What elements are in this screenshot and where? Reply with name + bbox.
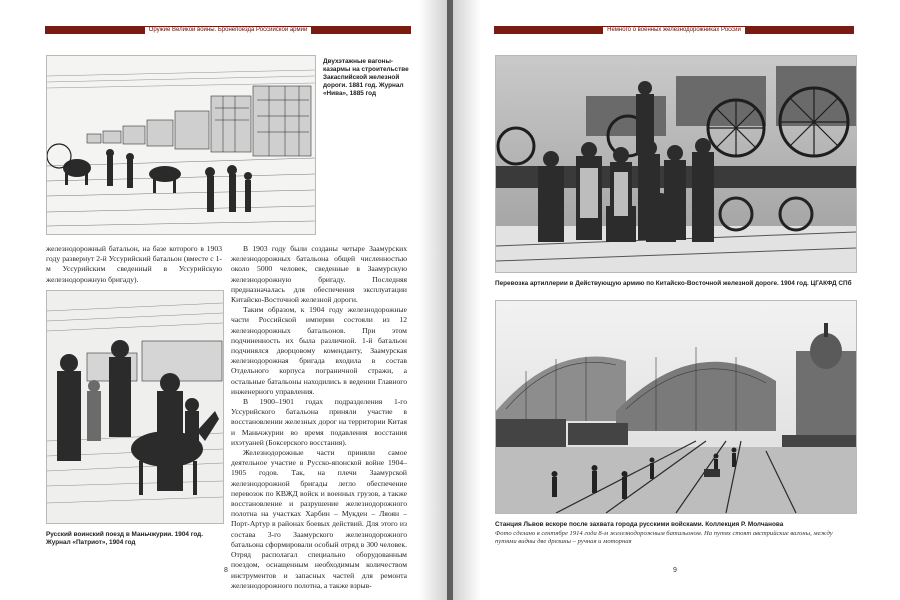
engraving-military-train-manchuria	[46, 290, 224, 524]
left-column-text	[46, 244, 222, 285]
right-column-text	[231, 244, 407, 591]
paragraph-2: Таким образом, к 1904 году железнодорожные части Российской империи состояли из 12 железнодорожных батальонов. При этом подчиненность их была различной. 1-й батальон подчинялся дворцовому коменданту, Заамурская железнодорожная бригада входила в состав Отдельного корпуса пограничной стражи, а остальные батальоны находились в ведении Главного инженерного управления.	[231, 305, 407, 396]
lviv-caption-title: Станция Львов вскоре после захвата города русскими войсками. Коллекция Р. Молчанова	[495, 521, 784, 528]
left-running-head-text: Оружие Великой войны. Бронепоезда Российской армии	[145, 27, 312, 34]
paragraph-1: В 1903 году были созданы четыре Заамурских железнодорожных батальона общей численностью около 5000 человек, сведенные в Заамурскую железнодорожную бригаду. Последняя предназначалась для обеспечения эксплуатации Китайско-Восточной железной дороги.	[231, 244, 407, 305]
right-page	[453, 0, 900, 600]
right-running-head-text: Немного о военных железнодорожниках России	[603, 27, 745, 34]
paragraph-4: Железнодорожные части приняли самое деятельное участие в Русско-японской войне 1904–1905 годов. Так, на плечи Заамурской железнодорожной бригады легло обеспечение перевозок по КВЖД войск и военных грузов, а также восстановление и разрушение железнодорожного полотна на участках Харбин – Мукден – Ляоян – Порт-Артур в районах боевых действий. Для этого из состава 3-го Заамурского железнодорожного батальона сформировали особый отряд в 300 человек. Отряд располагал специально оборудованным поездом, оснащенным необходимым количеством инструментов и запасных частей для ремонта железнодорожного полотна, а также взрыв-	[231, 448, 407, 590]
left-running-head	[45, 26, 411, 34]
photo-artillery-transport	[495, 55, 857, 273]
left-page-number: 8	[224, 567, 228, 574]
right-running-head	[494, 26, 854, 34]
right-page-number: 9	[673, 567, 677, 574]
artillery-caption: Перевозка артиллерии в Действующую армию по Китайско-Восточной железной дороге. 1904 год. ЦГАКФД СПб	[495, 280, 852, 287]
engraving-railway-barracks	[46, 55, 316, 235]
photo-lviv-station	[495, 300, 857, 514]
train-manchuria-caption: Русский воинский поезд в Маньчжурии. 1904 год. Журнал «Патриот», 1904 год	[46, 531, 203, 546]
lviv-caption-description: Фото сделано в сентябре 1914 года 8-м железнодорожным батальоном. На путях стоят австрийские вагоны, между путями видны две дрезины – ручная и моторная	[495, 530, 833, 546]
left-column-paragraph: железнодорожный батальон, на базе которого в 1903 году развернут 2-й Уссурийский батальон (вместе с 1-м Уссурийским сведенный в Уссурийскую железнодорожную бригаду).	[46, 244, 222, 284]
engraving-caption: Двухэтажные вагоны-казармы на строительстве Закаспийской железной дороги. 1881 год. Журнал «Нива», 1885 год	[323, 58, 409, 97]
paragraph-3: В 1900–1901 годах подразделения 1-го Уссурийского батальона приняли участие в восстановлении железных дорог на территории Китая и Маньчжурии во время подавления восстания ихэтуаней (Боксерского восстания).	[231, 397, 407, 447]
left-page	[0, 0, 447, 600]
